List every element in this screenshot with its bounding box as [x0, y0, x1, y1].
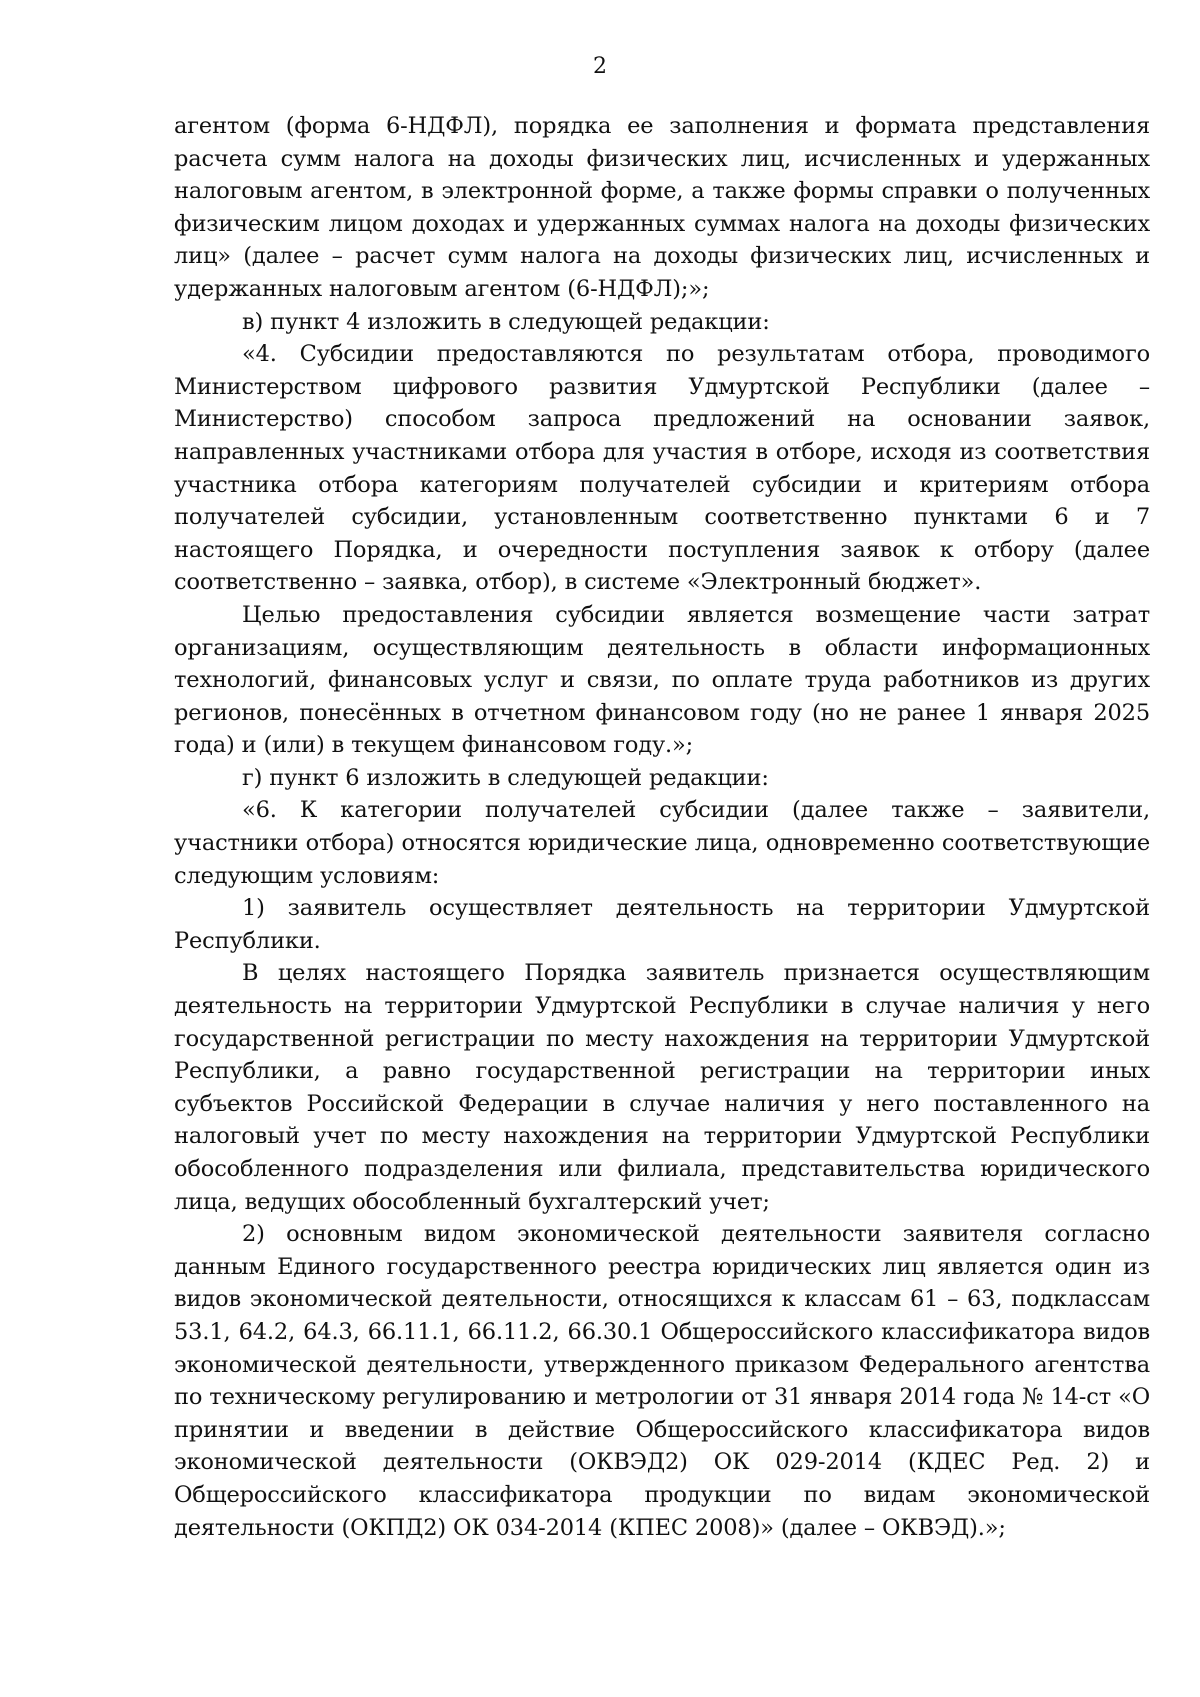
page-number: 2: [593, 54, 607, 79]
paragraph-item-v: в) пункт 4 изложить в следующей редакции:: [242, 308, 770, 335]
paragraph-subsidy-goal: Целью предоставления субсидии является возмещение части затрат организациям, осуществляющим деятельность в области информационных технологий, финансовых услуг и связи, по оплате труда работников из других регионов, понесённых в отчетном финансовом году (но не ранее 1 января 2025 года) и (или) в текущем финансовом году.»;: [174, 601, 1150, 759]
paragraph-item-g: г) пункт 6 изложить в следующей редакции:: [242, 764, 769, 791]
paragraph-condition-2: 2) основным видом экономической деятельности заявителя согласно данным Единого государственного реестра юридических лиц является один из видов экономической деятельности, относящихся к классам 61 – 63, подклассам 53.1, 64.2, 64.3, 66.11.1, 66.11.2, 66.30.1 Общероссийского классификатора видов экономической деятельности, утвержденного приказом Федерального агентства по техническому регулированию и метрологии от 31 января 2014 года № 14-ст «О принятии и введении в действие Общероссийского классификатора видов экономической деятельности (ОКВЭД2) ОК 029-2014 (КДЕС Ред. 2) и Общероссийского классификатора продукции по видам экономической деятельности (ОКПД2) ОК 034-2014 (КПЕС 2008)» (далее – ОКВЭД).»;: [174, 1221, 1150, 1541]
document-body: [174, 110, 1150, 1544]
paragraph-point-4: «4. Субсидии предоставляются по результатам отбора, проводимого Министерством цифрового развития Удмуртской Республики (далее – Министерство) способом запроса предложений на основании заявок, направленных участниками отбора для участия в отборе, исходя из соответствия участника отбора категориям получателей субсидии и критериям отбора получателей субсидии, установленным соответственно пунктами 6 и 7 настоящего Порядка, и очередности поступления заявок к отбору (далее соответственно – заявка, отбор), в системе «Электронный бюджет».: [174, 341, 1150, 596]
paragraph-condition-1: 1) заявитель осуществляет деятельность на территории Удмуртской Республики.: [174, 895, 1150, 954]
paragraph-continuation: агентом (форма 6-НДФЛ), порядка ее заполнения и формата представления расчета сумм налога на доходы физических лиц, исчисленных и удержанных налоговым агентом, в электронной форме, а также формы справки о полученных физическим лицом доходах и удержанных суммах налога на доходы физических лиц» (далее – расчет сумм налога на доходы физических лиц, исчисленных и удержанных налоговым агентом (6-НДФЛ);»;: [174, 113, 1150, 302]
paragraph-territory-definition: В целях настоящего Порядка заявитель признается осуществляющим деятельность на территории Удмуртской Республики в случае наличия у него государственной регистрации по месту нахождения на территории Удмуртской Республики, а равно государственной регистрации на территории иных субъектов Российской Федерации в случае наличия у него поставленного на налоговый учет по месту нахождения на территории Удмуртской Республики обособленного подразделения или филиала, представительства юридического лица, ведущих обособленный бухгалтерский учет;: [174, 960, 1150, 1215]
paragraph-point-6: «6. К категории получателей субсидии (далее также – заявители, участники отбора) относятся юридические лица, одновременно соответствующие следующим условиям:: [174, 797, 1150, 889]
